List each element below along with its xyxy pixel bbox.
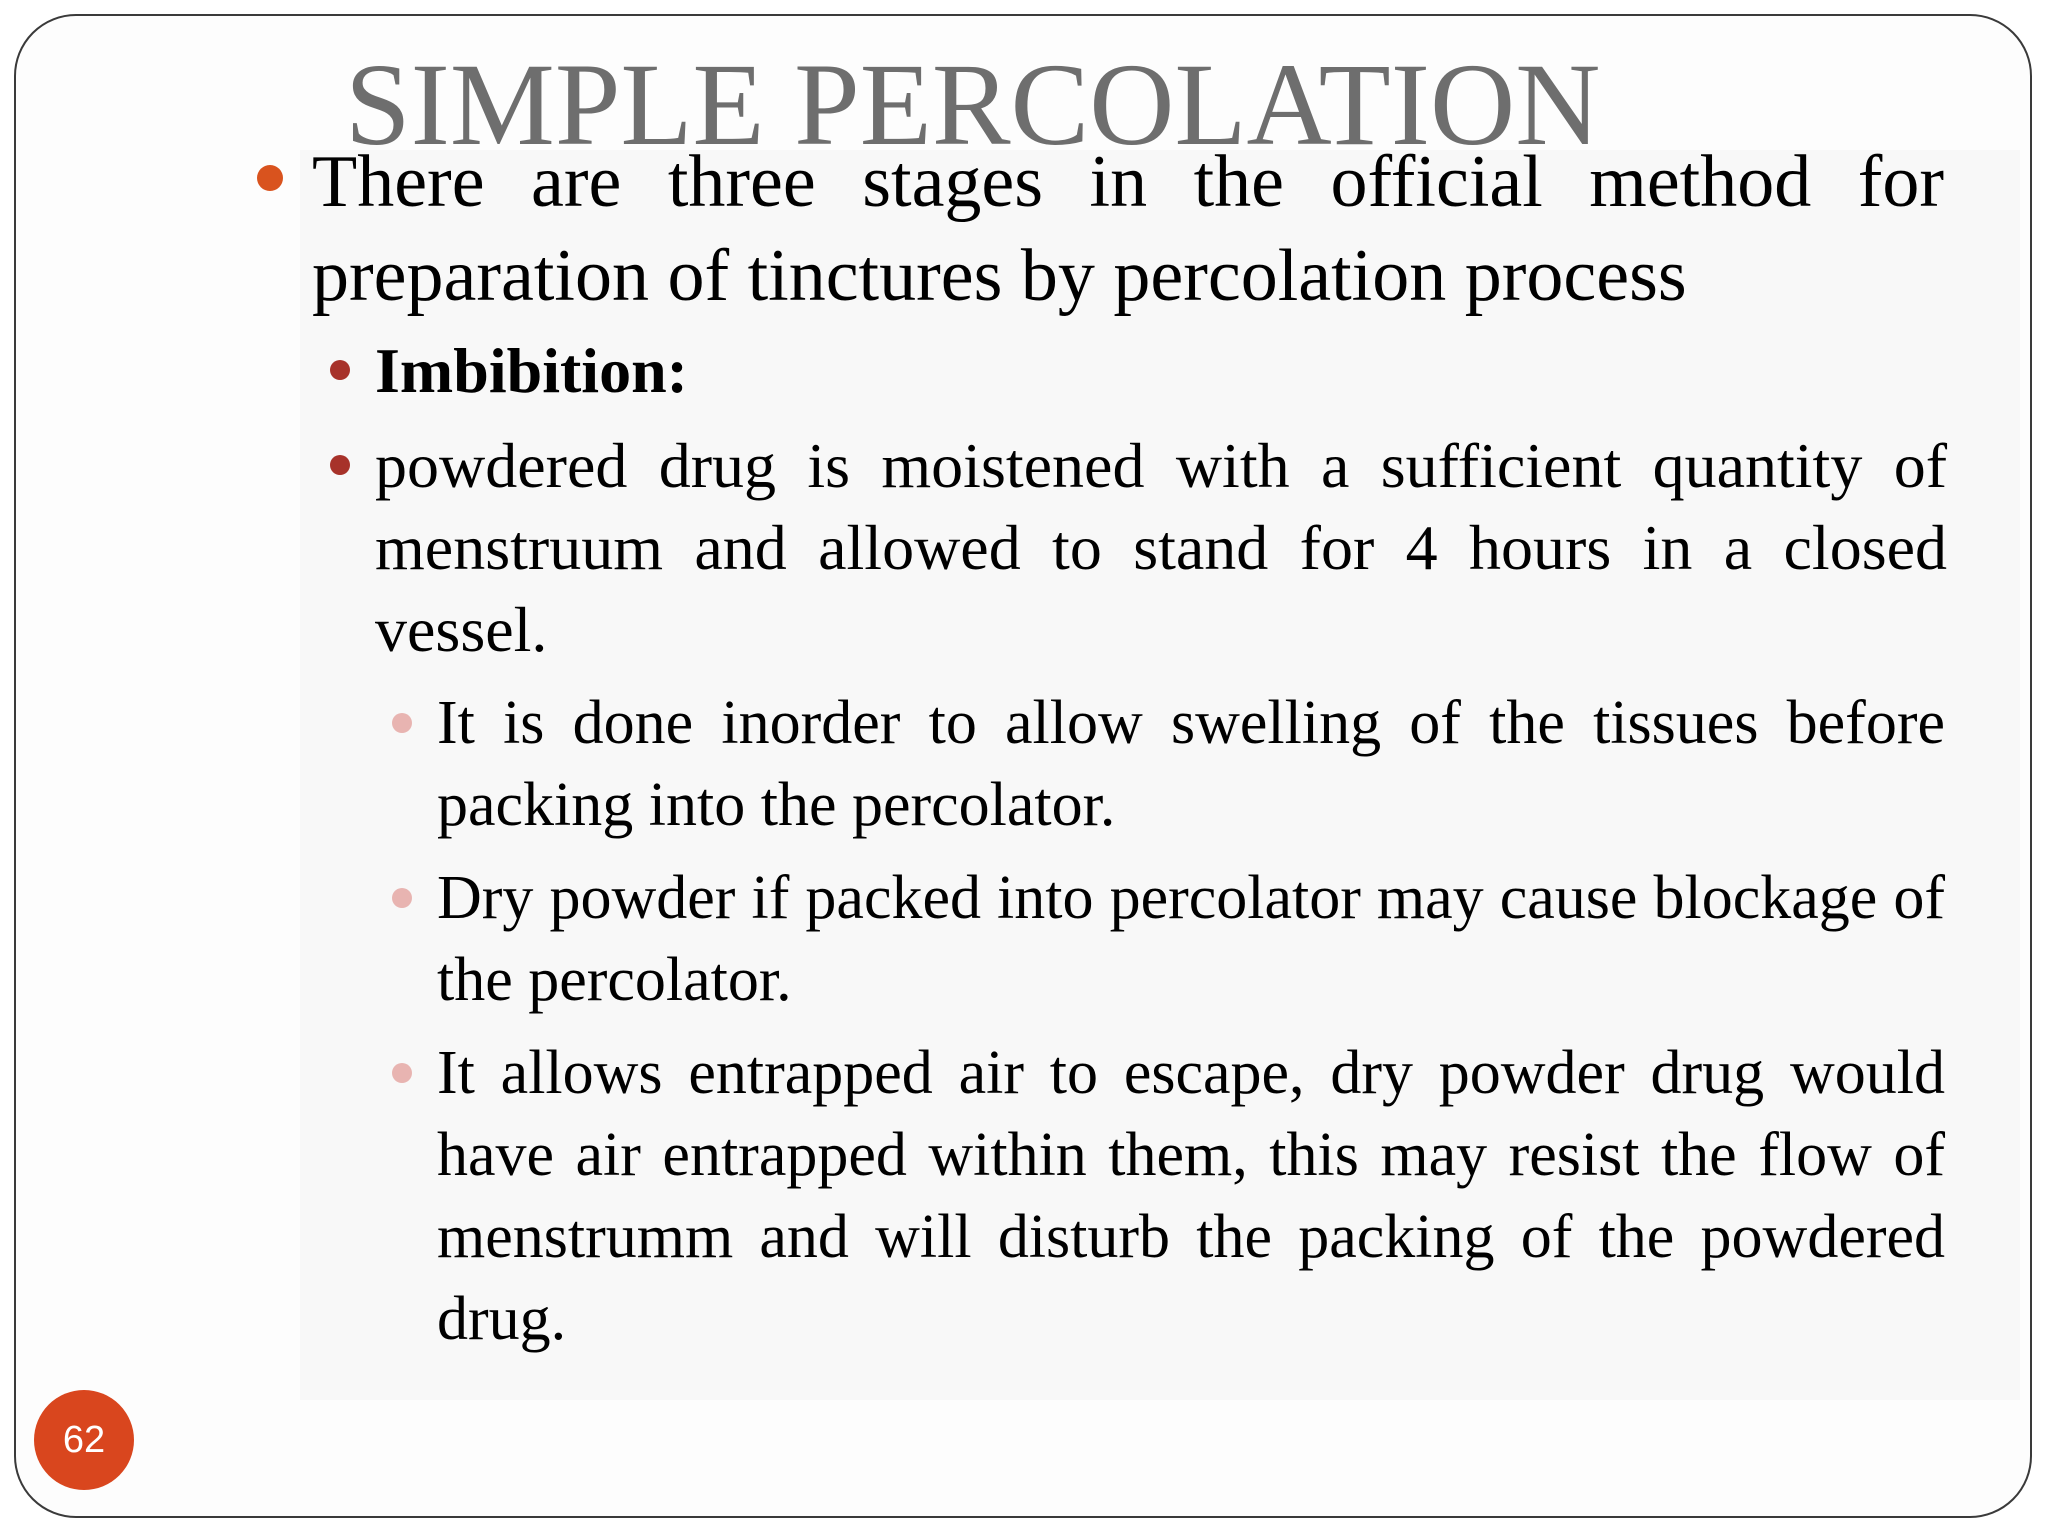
page-number-badge: 62 xyxy=(34,1390,134,1490)
detail-blockage: Dry powder if packed into percolator may cause blockage of the percolator. xyxy=(437,864,1945,1014)
bullet-dot-icon xyxy=(330,455,350,475)
bullet-dot-icon xyxy=(392,1063,412,1083)
intro-text: There are three stages in the official method for preparation of tinctures by percolation process xyxy=(312,141,1944,317)
imbibition-description: powdered drug is moistened with a sufficient quantity of menstruum and allowed to stand for 4 hours in a closed vessel. xyxy=(375,430,1947,665)
detail-entrapped-air: It allows entrapped air to escape, dry powder drug would have air entrapped within them, this may resist the flow of menstrumm and will disturb the packing of the powdered drug. xyxy=(437,1039,1945,1353)
bullet-dot-icon xyxy=(257,165,283,191)
bullet-dot-icon xyxy=(330,360,350,380)
detail-swelling: It is done inorder to allow swelling of the tissues before packing into the percolator. xyxy=(437,689,1945,839)
slide-title: SIMPLE PERCOLATION xyxy=(345,39,1601,170)
bullet-dot-icon xyxy=(392,713,412,733)
bullet-dot-icon xyxy=(392,888,412,908)
stage-heading-imbibition: Imbibition: xyxy=(375,335,688,406)
